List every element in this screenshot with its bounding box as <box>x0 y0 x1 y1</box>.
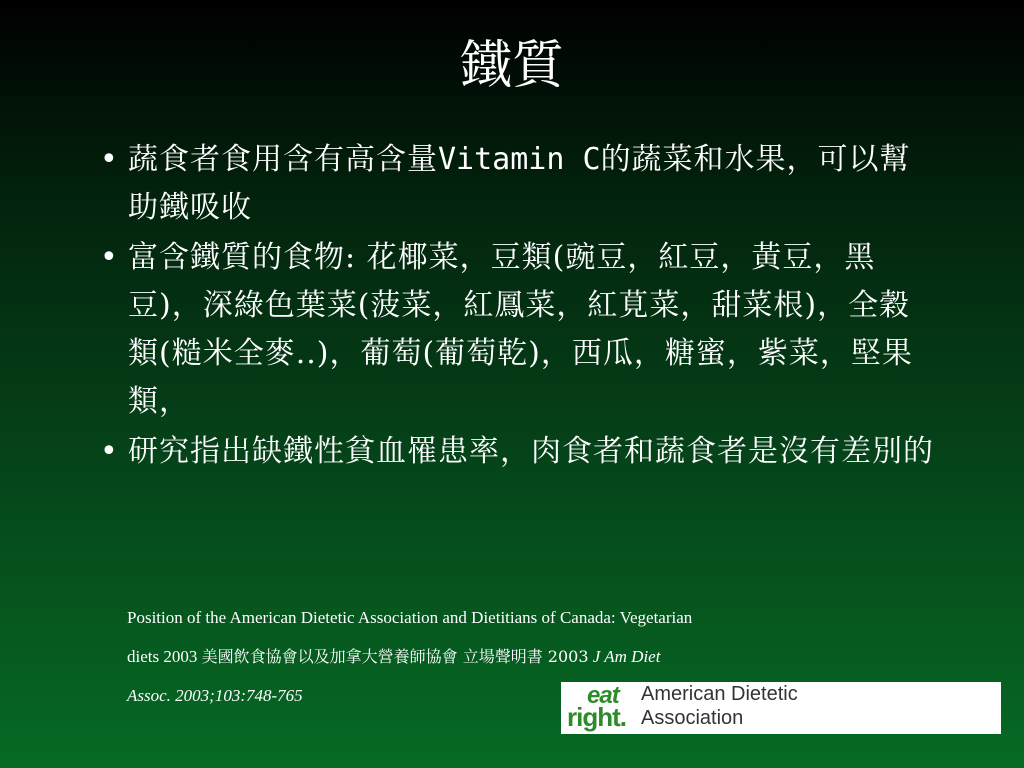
bullet-text: 研究指出缺鐵性貧血罹患率，肉食者和蔬食者是沒有差別的 <box>128 434 934 469</box>
eat-right-logo-mark <box>565 684 637 732</box>
logo-name <box>641 682 798 730</box>
bullet-text: 的蔬菜和水果，可以幫助鐵吸收 <box>128 142 911 225</box>
citation-journal: J Am Diet <box>588 647 661 666</box>
bullet-marker: • <box>100 434 119 469</box>
citation-line-3: Assoc. 2003;103:748-765 <box>127 686 303 705</box>
logo-mark-right: right. <box>567 702 626 732</box>
citation-line-1: Position of the American Dietetic Association and Dietitians of Canada: Vegetarian <box>127 608 693 627</box>
citation-part-2: diets 2003 <box>127 647 202 666</box>
citation-cjk: 美國飲食協會以及加拿大營養師協會 立場聲明書 2003 <box>201 647 589 666</box>
bullet-text: 蔬食者食用含有高含量 <box>128 142 438 177</box>
slide-title: 鐵質 <box>459 36 564 96</box>
bullet-marker: • <box>100 142 119 177</box>
bullet-text-latin: Vitamin C <box>438 142 601 177</box>
ada-logo <box>561 682 1001 734</box>
bullet-list <box>100 136 940 478</box>
bullet-item-vitamin-c <box>100 136 940 232</box>
logo-name-line-1: American Dietetic <box>641 683 798 705</box>
bullet-item-anemia-study <box>100 428 940 476</box>
logo-name-line-2: Association <box>641 707 744 729</box>
bullet-item-iron-foods <box>100 234 940 426</box>
logo-mark-eat: eat <box>587 682 619 709</box>
bullet-marker: • <box>100 240 119 275</box>
bullet-text: 富含鐵質的食物: 花椰菜，豆類(豌豆，紅豆，黃豆，黑豆)，深綠色葉菜(菠菜，紅鳳菜，紅莧菜，甜菜根)，全穀類(糙米全麥..)，葡萄(葡萄乾)，西瓜，糖蜜，紫菜，堅果類， <box>128 240 913 419</box>
